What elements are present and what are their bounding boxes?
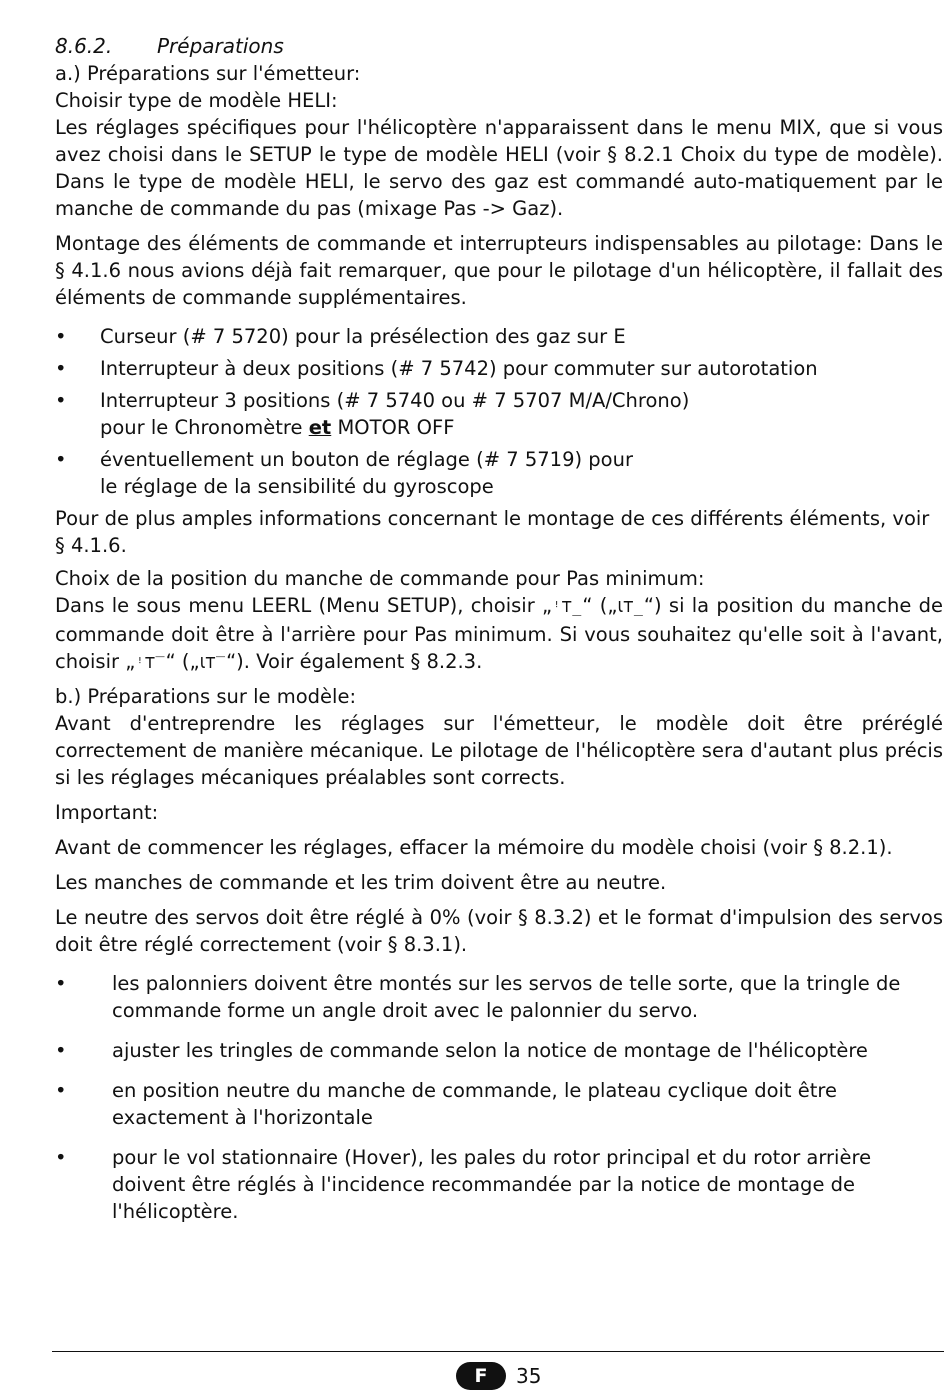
bullet-icon: • bbox=[55, 389, 67, 412]
bullet-icon: • bbox=[55, 1079, 67, 1102]
heading-pas: Choix de la position du manche de commande pour Pas minimum: bbox=[55, 567, 705, 590]
language-badge: F bbox=[456, 1362, 506, 1390]
bullet-icon: • bbox=[55, 325, 67, 348]
paragraph-important-2: Les manches de commande et les trim doivent être au neutre. bbox=[55, 871, 667, 894]
heading-important: Important: bbox=[55, 801, 159, 824]
bullet-icon: • bbox=[55, 1146, 67, 1169]
list-controls bbox=[55, 323, 943, 500]
heading-heli: Choisir type de modèle HELI: bbox=[55, 89, 338, 112]
list-item: • Interrupteur 3 positions (# 7 5740 ou # 7 5707 M/A/Chrono) pour le Chronomètre et MOTOR OFF bbox=[55, 389, 690, 439]
lcd-symbol-icon: Ꙇꓔ_ bbox=[617, 598, 644, 616]
list-item: • les palonniers doivent être montés sur les servos de telle sorte, que la tringle de commande forme un angle droit avec le palonnier du servo. bbox=[55, 972, 901, 1022]
heading-b: b.) Préparations sur le modèle: bbox=[55, 685, 357, 708]
paragraph-montage bbox=[55, 230, 943, 311]
list-item: • pour le vol stationnaire (Hover), les pales du rotor principal et du rotor arrière doivent être réglés à l'incidence recommandée par la notice de montage de l'hélicoptère. bbox=[55, 1146, 872, 1223]
montage-text: Dans le § 4.1.6 nous avions déjà fait remarquer, que pour le pilotage d'un hélicoptère, il fallait des éléments de commande supplémentaires. bbox=[55, 232, 943, 309]
lcd-symbol-icon: ꜝꓔ_ bbox=[552, 598, 583, 616]
lcd-symbol-icon: ꜝꓔ‾ bbox=[135, 654, 166, 672]
bullet-icon: • bbox=[55, 972, 67, 995]
paragraph-heli: Les réglages spécifiques pour l'hélicoptère n'apparaissent dans le menu MIX, que si vous avez choisi dans le SETUP le type de modèle HELI (voir § 8.2.1 Choix du type de modèle). Dans le type de modèle HELI, le servo des gaz est commandé auto-matiquement par le manche de commande du pas (mixage Pas -> Gaz). bbox=[55, 116, 943, 220]
underlined-et: et bbox=[308, 416, 332, 439]
section-name: Préparations bbox=[157, 34, 284, 58]
heading-a: a.) Préparations sur l'émetteur: bbox=[55, 62, 361, 85]
page-content bbox=[55, 33, 943, 1238]
list-item: • ajuster les tringles de commande selon la notice de montage de l'hélicoptère bbox=[55, 1039, 868, 1062]
page-number: 35 bbox=[516, 1364, 542, 1388]
section-title bbox=[55, 33, 943, 60]
bullet-icon: • bbox=[55, 1039, 67, 1062]
paragraph-important-3: Le neutre des servos doit être réglé à 0% (voir § 8.3.2) et le format d'impulsion des servos doit être réglé correctement (voir § 8.3.1). bbox=[55, 906, 943, 956]
list-mechanics bbox=[55, 970, 943, 1225]
lcd-symbol-icon: Ꙇꓔ‾ bbox=[199, 654, 227, 672]
paragraph-b: Avant d'entreprendre les réglages sur l'émetteur, le modèle doit être préréglé correctement de manière mécanique. Le pilotage de l'hélicoptère sera d'autant plus précis si les réglages mécaniques préalables sont corrects. bbox=[55, 712, 943, 789]
paragraph-pas: Dans le sous menu LEERL (Menu SETUP), choisir „ꜝꓔ_“ („Ꙇꓔ_“) si la position du manche de commande doit être à l'arrière pour Pas minimum. Si vous souhaitez qu'elle soit à l'avant, choisir „ꜝꓔ‾“ („Ꙇꓔ‾“). Voir également § 8.2.3. bbox=[55, 594, 943, 673]
list-item: • en position neutre du manche de commande, le plateau cyclique doit être exactement à l'horizontale bbox=[55, 1079, 838, 1129]
bullet-icon: • bbox=[55, 448, 67, 471]
heading-montage: Montage des éléments de commande et interrupteurs indispensables au pilotage: bbox=[55, 232, 863, 255]
bullet-icon: • bbox=[55, 357, 67, 380]
list-item: • Curseur (# 7 5720) pour la présélection des gaz sur E bbox=[55, 325, 626, 348]
footer-divider bbox=[52, 1351, 944, 1352]
paragraph-important-1: Avant de commencer les réglages, effacer la mémoire du modèle choisi (voir § 8.2.1). bbox=[55, 836, 893, 859]
paragraph-more-info: Pour de plus amples informations concernant le montage de ces différents éléments, voir § 4.1.6. bbox=[55, 507, 930, 557]
list-item: • éventuellement un bouton de réglage (# 7 5719) pour le réglage de la sensibilité du gyroscope bbox=[55, 448, 633, 498]
list-item: • Interrupteur à deux positions (# 7 5742) pour commuter sur autorotation bbox=[55, 357, 818, 380]
section-number: 8.6.2. bbox=[55, 34, 113, 58]
